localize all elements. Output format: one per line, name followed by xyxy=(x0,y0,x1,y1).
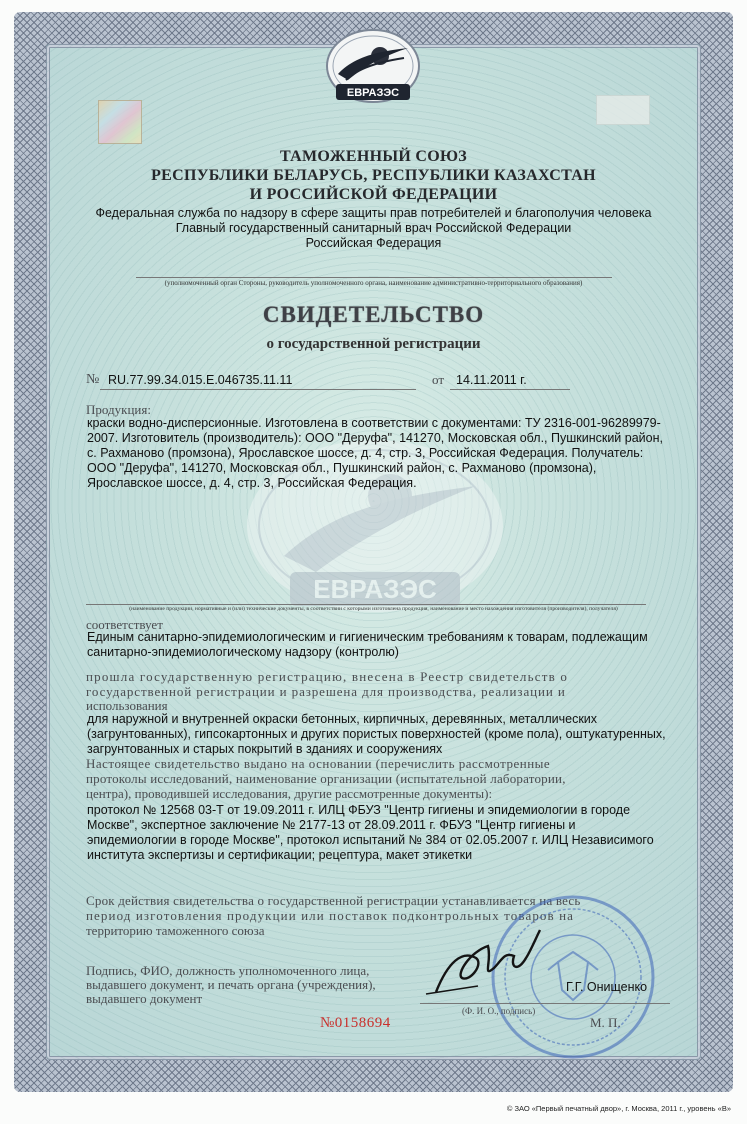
signature-line-1: Подпись, ФИО, должность уполномоченного лица, xyxy=(86,963,370,978)
certificate-subtitle: о государственной регистрации xyxy=(266,336,481,352)
signature-icon xyxy=(418,922,568,1002)
product-label: Продукция: xyxy=(86,402,151,417)
validity-line-3: территорию таможенного союза xyxy=(86,923,265,938)
certificate-date: 14.11.2011 г. xyxy=(456,373,527,387)
product-line-2: 2007. Изготовитель (производитель): ООО "Деруфа", 141270, Московская обл., Пушкинский район, xyxy=(87,431,663,445)
registration-line-3: использования xyxy=(86,698,168,713)
agency-line3: Российская Федерация xyxy=(305,236,442,250)
watermark-label: ЕВРАЗЭС xyxy=(313,574,437,604)
basis-filled-1: протокол № 12568 03-Т от 19.09.2011 г. ИЛЦ ФБУЗ "Центр гигиены и эпидемиологии в городе xyxy=(87,803,631,817)
signature-caption: (Ф. И. О., подпись) xyxy=(462,1006,536,1016)
compliance-line-1: Единым санитарно-эпидемиологическим и гигиеническим требованиям к товарам, подлежащим xyxy=(87,630,648,644)
union-title-line2: РЕСПУБЛИКИ БЕЛАРУСЬ, РЕСПУБЛИКИ КАЗАХСТАН xyxy=(151,167,596,184)
serial-number: №0158694 xyxy=(320,1015,391,1031)
basis-filled-2: Москве", экспертное заключение № 2177-13 от 28.09.2011 г. ФБУЗ "Центр гигиены и xyxy=(87,818,576,832)
date-underline xyxy=(450,389,570,390)
usage-line-1: для наружной и внутренней окраски бетонных, кирпичных, деревянных, металлических xyxy=(87,712,598,726)
usage-line-3: загрунтованных и старых покрытий в зданиях и сооружениях xyxy=(87,742,443,756)
number-label: № xyxy=(86,372,100,387)
union-title-line1: ТАМОЖЕННЫЙ СОЮЗ xyxy=(279,148,468,165)
signature-underline xyxy=(420,1003,670,1004)
hologram-icon xyxy=(98,100,142,144)
product-divider xyxy=(86,604,646,605)
number-underline xyxy=(100,389,416,390)
agency-line2: Главный государственный санитарный врач Российской Федерации xyxy=(175,221,572,235)
signature-line-3: выдавшего документ xyxy=(86,991,203,1006)
signer-name: Г.Г. Онищенко xyxy=(566,980,648,994)
eurasec-emblem-icon xyxy=(318,28,428,110)
agency-divider xyxy=(136,277,612,278)
basis-line-2: протоколы исследований, наименование организации (испытательной лаборатории, xyxy=(86,771,566,786)
mp-label: М. П. xyxy=(590,1015,621,1030)
validity-line-2: период изготовления продукции или поставок подконтрольных товаров на xyxy=(86,908,575,923)
basis-filled-3: эпидемиологии в городе Москве", протокол испытаний № 384 от 02.05.2007 г. ИЛЦ Независимого xyxy=(87,833,654,847)
printer-footer: © ЗАО «Первый печатный двор», г. Москва, 2011 г., уровень «В» xyxy=(506,1104,731,1113)
product-line-4: ООО "Деруфа", 141270, Московская обл., Пушкинский район, с. Рахманово (промзона), xyxy=(87,461,597,475)
compliance-label: соответствует xyxy=(86,617,163,632)
certificate-number: RU.77.99.34.015.Е.046735.11.11 xyxy=(108,373,293,387)
product-line-1: краски водно-дисперсионные. Изготовлена в соответствии с документами: ТУ 2316-001-96289979- xyxy=(87,416,661,430)
certificate-title: СВИДЕТЕЛЬСТВО xyxy=(262,302,485,327)
compliance-line-2: санитарно-эпидемиологическому надзору (контролю) xyxy=(87,645,399,659)
signature-line-2: выдавшего документ, и печать органа (учреждения), xyxy=(86,977,376,992)
agency-caption: (уполномоченный орган Стороны, руководитель уполномоченного органа, наименование административно-территориального образования) xyxy=(164,279,583,287)
validity-line-1: Срок действия свидетельства о государственной регистрации устанавливается на весь xyxy=(86,893,581,908)
date-label: от xyxy=(432,372,445,387)
basis-line-3: центра), проводившей исследования, другие рассмотренные документы): xyxy=(86,786,493,801)
agency-line1: Федеральная служба по надзору в сфере защиты прав потребителей и благополучия человека xyxy=(95,206,652,220)
security-strip xyxy=(596,95,650,125)
basis-line-1: Настоящее свидетельство выдано на основании (перечислить рассмотренные xyxy=(86,756,551,771)
basis-filled-4: института экспертизы и сертификации; рецептура, макет этикетки xyxy=(87,848,473,862)
product-caption: (наименование продукции, нормативные и (или) технические документы, в соответствии с которыми изготовлена продукция, наименование и место нахождения изготовителя (производителя), получателя) xyxy=(129,606,618,612)
emblem-label: ЕВРАЗЭС xyxy=(346,87,400,99)
product-line-5: Ярославское шоссе, д. 4, стр. 3, Российская Федерация. xyxy=(87,476,417,490)
registration-line-1: прошла государственную регистрацию, внесена в Реестр свидетельств о xyxy=(86,669,569,684)
product-line-3: с. Рахманово (промзона), Ярославское шоссе, д. 4, стр. 3, Российская Федерация. Получатель: xyxy=(87,446,644,460)
union-title-line3: И РОССИЙСКОЙ ФЕДЕРАЦИИ xyxy=(249,186,498,203)
registration-line-2: государственной регистрации и разрешена для производства, реализации и xyxy=(86,684,566,699)
usage-line-2: (загрунтованных), гипсокартонных и других пористых поверхностей (кроме пола), оштукатуренных, xyxy=(87,727,666,741)
